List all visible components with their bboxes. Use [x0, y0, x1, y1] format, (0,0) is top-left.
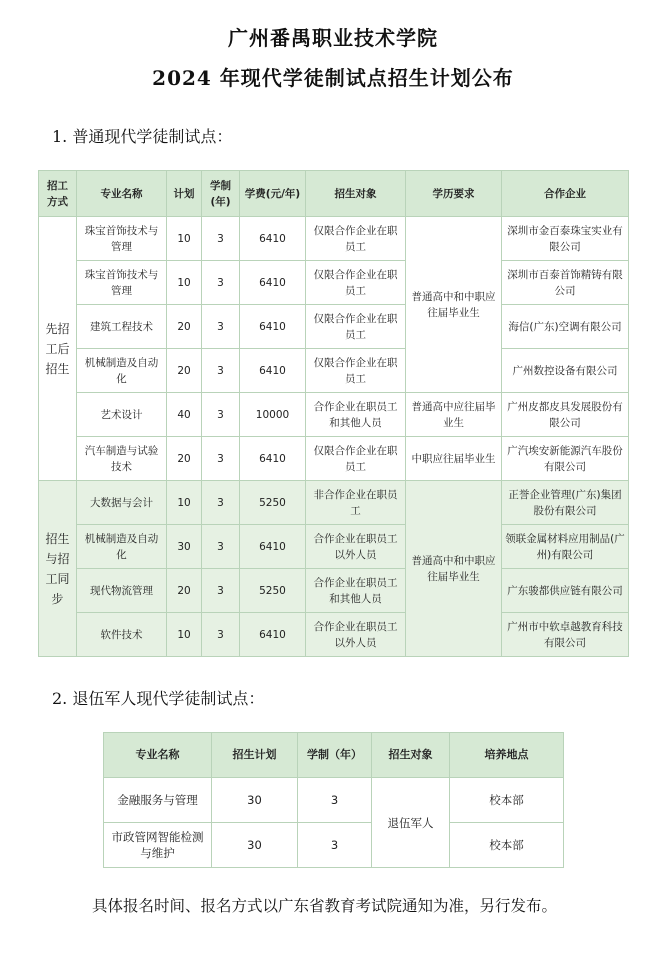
col-recruit-mode: 招工方式: [39, 171, 77, 217]
table-row: [39, 305, 629, 349]
cell-plan: 10: [167, 217, 202, 261]
cell-major: 珠宝首饰技术与管理: [77, 217, 167, 261]
cell-target: 仅限合作企业在职员工: [306, 305, 406, 349]
cell-target: 仅限合作企业在职员工: [306, 261, 406, 305]
cell-fee: 5250: [240, 481, 306, 525]
cell-years: 3: [298, 778, 372, 823]
cell-plan: 30: [212, 778, 298, 823]
cell-partner: 广州市中软卓越教育科技有限公司: [502, 613, 629, 657]
cell-partner: 深圳市金百泰珠宝实业有限公司: [502, 217, 629, 261]
cell-major: 珠宝首饰技术与管理: [77, 261, 167, 305]
col-years: 学制（年）: [298, 733, 372, 778]
cell-fee: 6410: [240, 261, 306, 305]
cell-target: 合作企业在职员工以外人员: [306, 613, 406, 657]
cell-partner: 广东骏都供应链有限公司: [502, 569, 629, 613]
cell-plan: 30: [212, 823, 298, 868]
cell-fee: 6410: [240, 437, 306, 481]
table-row: [39, 569, 629, 613]
col-plan: 招生计划: [212, 733, 298, 778]
group-label-a: 先招工后招生: [39, 217, 77, 481]
cell-plan: 10: [167, 481, 202, 525]
table-row: [39, 393, 629, 437]
table-header-row: [104, 733, 564, 778]
cell-years: 3: [202, 349, 240, 393]
col-target: 招生对象: [306, 171, 406, 217]
table-row: [104, 823, 564, 868]
page-title: 2024 年现代学徒制试点招生计划公布: [152, 66, 514, 90]
table-row: [39, 481, 629, 525]
cell-major: 建筑工程技术: [77, 305, 167, 349]
cell-education: 普通高中和中职应往届毕业生: [406, 481, 502, 657]
cell-partner: 广州数控设备有限公司: [502, 349, 629, 393]
cell-years: 3: [298, 823, 372, 868]
table-row: [39, 613, 629, 657]
cell-education: 普通高中应往届毕业生: [406, 393, 502, 437]
table-row: [39, 525, 629, 569]
cell-plan: 30: [167, 525, 202, 569]
cell-fee: 5250: [240, 569, 306, 613]
cell-fee: 6410: [240, 305, 306, 349]
cell-years: 3: [202, 393, 240, 437]
cell-major: 市政管网智能检测与维护: [104, 823, 212, 868]
cell-target: 仅限合作企业在职员工: [306, 349, 406, 393]
cell-fee: 6410: [240, 613, 306, 657]
table-row: [39, 217, 629, 261]
col-major: 专业名称: [77, 171, 167, 217]
cell-major: 艺术设计: [77, 393, 167, 437]
cell-education: 中职应往届毕业生: [406, 437, 502, 481]
school-name: 广州番禺职业技术学院: [228, 26, 438, 50]
veteran-plan-table: [103, 732, 564, 868]
section2-heading: 2. 退伍军人现代学徒制试点：: [52, 689, 265, 708]
cell-years: 3: [202, 613, 240, 657]
cell-plan: 40: [167, 393, 202, 437]
table-row: [39, 261, 629, 305]
cell-target: 退伍军人: [372, 778, 450, 868]
cell-plan: 10: [167, 261, 202, 305]
cell-partner: 深圳市百泰首饰精铸有限公司: [502, 261, 629, 305]
cell-fee: 6410: [240, 525, 306, 569]
cell-target: 合作企业在职员工和其他人员: [306, 569, 406, 613]
col-place: 培养地点: [450, 733, 564, 778]
cell-target: 合作企业在职员工和其他人员: [306, 393, 406, 437]
table-row: [39, 349, 629, 393]
cell-plan: 20: [167, 349, 202, 393]
cell-major: 现代物流管理: [77, 569, 167, 613]
col-partner: 合作企业: [502, 171, 629, 217]
cell-major: 汽车制造与试验技术: [77, 437, 167, 481]
col-education: 学历要求: [406, 171, 502, 217]
cell-major: 大数据与会计: [77, 481, 167, 525]
cell-target: 合作企业在职员工以外人员: [306, 525, 406, 569]
cell-years: 3: [202, 437, 240, 481]
cell-target: 仅限合作企业在职员工: [306, 217, 406, 261]
cell-years: 3: [202, 261, 240, 305]
cell-years: 3: [202, 217, 240, 261]
section1-heading: 1. 普通现代学徒制试点：: [52, 127, 233, 146]
group-label-b: 招生与招工同步: [39, 481, 77, 657]
col-major: 专业名称: [104, 733, 212, 778]
col-plan: 计划: [167, 171, 202, 217]
cell-partner: 海信(广东)空调有限公司: [502, 305, 629, 349]
cell-place: 校本部: [450, 778, 564, 823]
cell-plan: 20: [167, 437, 202, 481]
cell-place: 校本部: [450, 823, 564, 868]
cell-partner: 领联金属材料应用制品(广州)有限公司: [502, 525, 629, 569]
col-fee: 学费(元/年): [240, 171, 306, 217]
cell-plan: 20: [167, 569, 202, 613]
table-row: [39, 437, 629, 481]
cell-partner: 正誉企业管理(广东)集团股份有限公司: [502, 481, 629, 525]
cell-years: 3: [202, 569, 240, 613]
cell-major: 金融服务与管理: [104, 778, 212, 823]
cell-fee: 10000: [240, 393, 306, 437]
col-target: 招生对象: [372, 733, 450, 778]
cell-years: 3: [202, 525, 240, 569]
table-header-row: [39, 171, 629, 217]
apprenticeship-plan-table: [38, 170, 629, 657]
cell-partner: 广汽埃安新能源汽车股份有限公司: [502, 437, 629, 481]
cell-fee: 6410: [240, 217, 306, 261]
cell-plan: 20: [167, 305, 202, 349]
cell-target: 仅限合作企业在职员工: [306, 437, 406, 481]
cell-years: 3: [202, 305, 240, 349]
cell-target: 非合作企业在职员工: [306, 481, 406, 525]
cell-partner: 广州皮都皮具发展股份有限公司: [502, 393, 629, 437]
cell-major: 机械制造及自动化: [77, 349, 167, 393]
col-years: 学制(年): [202, 171, 240, 217]
cell-years: 3: [202, 481, 240, 525]
cell-plan: 10: [167, 613, 202, 657]
cell-major: 软件技术: [77, 613, 167, 657]
footer-note: 具体报名时间、报名方式以广东省教育考试院通知为准，另行发布。: [92, 897, 558, 915]
table-row: [104, 778, 564, 823]
cell-fee: 6410: [240, 349, 306, 393]
cell-major: 机械制造及自动化: [77, 525, 167, 569]
cell-education: 普通高中和中职应往届毕业生: [406, 217, 502, 393]
